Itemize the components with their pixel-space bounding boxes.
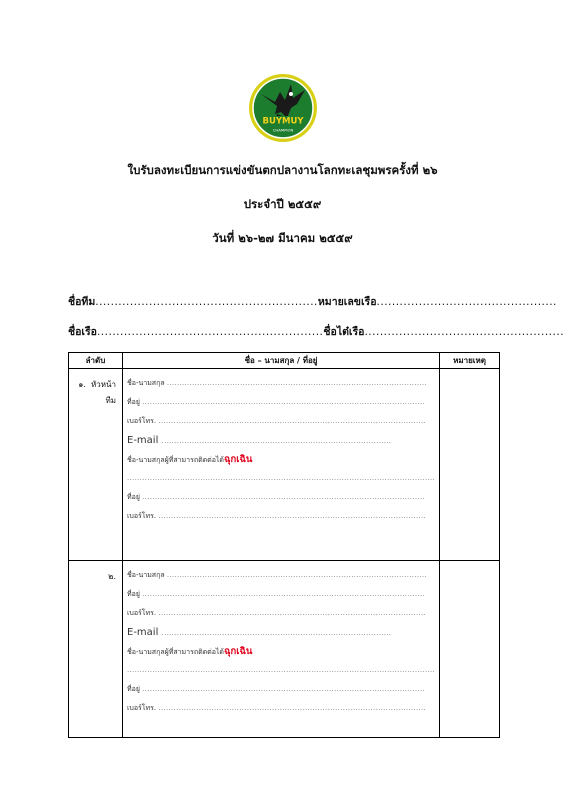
fullname-line[interactable]: ชื่อ-นามสกุล ....................................................................................................... — [127, 571, 427, 579]
remark-cell[interactable] — [440, 369, 500, 561]
seq-cell — [69, 369, 123, 561]
emergency-contact-line[interactable]: ชื่อ-นามสกุลผู้ที่สามารถติดต่อได้ฉุกเฉิน — [127, 646, 253, 657]
header-seq: ลำดับ — [69, 353, 123, 369]
member-entry-cell — [123, 369, 440, 561]
emergency-address-line[interactable]: ที่อยู่ ................................................................................................................ — [127, 493, 425, 501]
emergency-phone-line[interactable]: เบอร์โทร. .......................................................................................................... — [127, 704, 427, 712]
seq-note-line2: ทีม — [105, 396, 116, 405]
captain-name-label: ชื่อไต๋เรือ — [323, 326, 365, 338]
form-title: ใบรับลงทะเบียนการแข่งขันตกปลางานโลกทะเลชุมพรครั้งที่ ๒๖ — [127, 163, 438, 177]
emergency-highlight: ฉุกเฉิน — [223, 646, 253, 657]
seq-note: หัวหน้า — [91, 380, 116, 389]
team-row — [68, 293, 557, 310]
form-date: วันที่ ๒๖-๒๗ มีนาคม ๒๕๕๙ — [212, 231, 353, 245]
phone-line[interactable]: เบอร์โทร. .......................................................................................................... — [127, 417, 427, 425]
emergency-phone-line[interactable]: เบอร์โทร. .......................................................................................................... — [127, 512, 427, 520]
table-row — [69, 369, 500, 561]
table-row — [69, 561, 500, 738]
seq-cell — [69, 561, 123, 738]
fullname-line[interactable]: ชื่อ-นามสกุล ....................................................................................................... — [127, 379, 427, 387]
boat-name-label: ชื่อเรือ — [68, 326, 97, 338]
phone-line[interactable]: เบอร์โทร. .......................................................................................................... — [127, 609, 427, 617]
svg-text:BUYMUY: BUYMUY — [262, 116, 304, 127]
emergency-highlight: ฉุกเฉิน — [223, 454, 253, 465]
table-header-row — [69, 353, 500, 369]
team-name-label: ชื่อทีม — [68, 296, 96, 308]
emergency-name-line[interactable]: .......................................................................................................................... — [127, 666, 436, 674]
member-registration-table — [68, 352, 500, 738]
address-line[interactable]: ที่อยู่ ................................................................................................................ — [127, 398, 425, 406]
header-name-address: ชื่อ – นามสกุล / ที่อยู่ — [123, 353, 440, 369]
emergency-contact-line[interactable]: ชื่อ-นามสกุลผู้ที่สามารถติดต่อได้ฉุกเฉิน — [127, 454, 253, 465]
captain-name-field[interactable]: .................................................... — [364, 326, 565, 338]
email-line[interactable]: E-mail ........................................................................................... — [127, 627, 392, 638]
boat-row — [68, 323, 564, 340]
emergency-name-line[interactable]: .......................................................................................................................... — [127, 474, 436, 482]
remark-cell[interactable] — [440, 561, 500, 738]
boat-name-field[interactable]: ........................................................... — [96, 326, 324, 338]
seq-number: ๑. — [78, 380, 86, 389]
form-year: ประจำปี ๒๕๕๙ — [243, 197, 322, 211]
buymuy-champion-logo — [247, 72, 319, 144]
svg-text:CHAMPION: CHAMPION — [272, 127, 294, 133]
boat-number-label: หมายเลขเรือ — [317, 296, 377, 308]
team-name-field[interactable]: .......................................................... — [95, 296, 318, 308]
email-line[interactable]: E-mail ........................................................................................... — [127, 435, 392, 446]
member-entry-cell — [123, 561, 440, 738]
header-remark: หมายเหตุ — [440, 353, 500, 369]
seq-number: ๒. — [108, 572, 116, 581]
address-line[interactable]: ที่อยู่ ................................................................................................................ — [127, 590, 425, 598]
boat-number-field[interactable]: ............................................... — [376, 296, 557, 308]
emergency-address-line[interactable]: ที่อยู่ ................................................................................................................ — [127, 685, 425, 693]
